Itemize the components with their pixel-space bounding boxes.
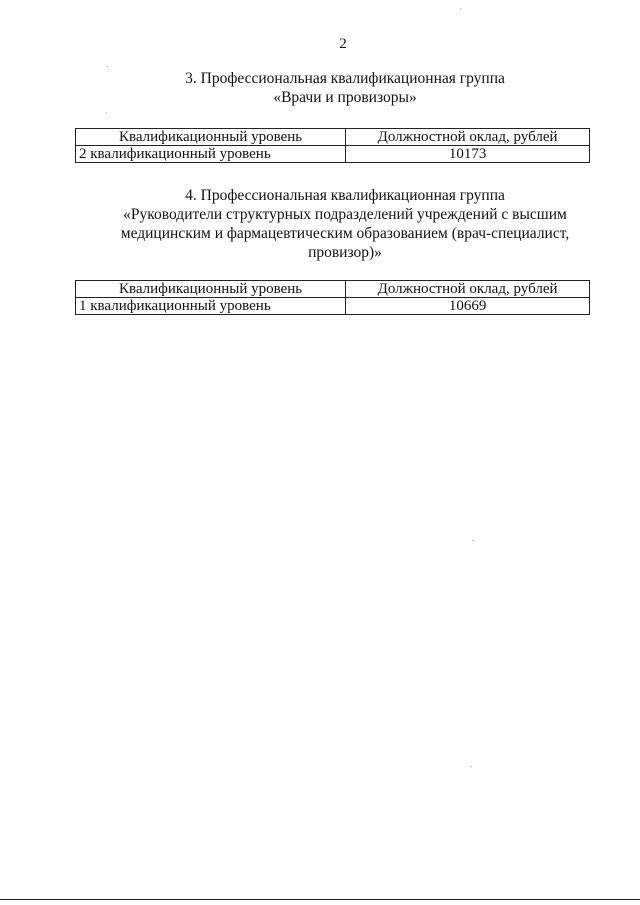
bottom-edge-line — [0, 899, 640, 900]
table-row — [76, 298, 590, 315]
section-4-title-line: медицинским и фармацевтическим образованием (врач-специалист, — [120, 225, 570, 242]
column-header-salary: Должностной оклад, рублей — [346, 281, 590, 298]
cell-level: 1 квалификационный уровень — [76, 298, 346, 315]
cell-salary: 10173 — [346, 146, 590, 163]
scan-speck — [471, 766, 472, 767]
column-header-level: Квалификационный уровень — [76, 129, 346, 146]
scan-speck — [460, 8, 461, 9]
table-row — [76, 146, 590, 163]
section-4-salary-table — [75, 280, 590, 315]
section-4-heading — [70, 186, 620, 262]
table-header-row — [76, 281, 590, 298]
scan-speck — [472, 540, 473, 541]
section-3-title-line: 3. Профессиональная квалификационная группа — [185, 70, 505, 87]
section-3-heading — [70, 69, 620, 107]
section-4-title-line: 4. Профессиональная квалификационная группа — [185, 187, 505, 204]
section-3-salary-table — [75, 128, 590, 163]
scan-speck — [107, 66, 108, 67]
cell-level: 2 квалификационный уровень — [76, 146, 346, 163]
section-4-title-line: провизор)» — [308, 244, 382, 261]
column-header-level: Квалификационный уровень — [76, 281, 346, 298]
column-header-salary: Должностной оклад, рублей — [346, 129, 590, 146]
scan-speck — [106, 112, 107, 113]
page-number: 2 — [339, 36, 347, 52]
cell-salary: 10669 — [346, 298, 590, 315]
section-4-title-line: «Руководители структурных подразделений учреждений с высшим — [123, 206, 567, 223]
table-header-row — [76, 129, 590, 146]
section-3-title-line: «Врачи и провизоры» — [273, 89, 417, 106]
